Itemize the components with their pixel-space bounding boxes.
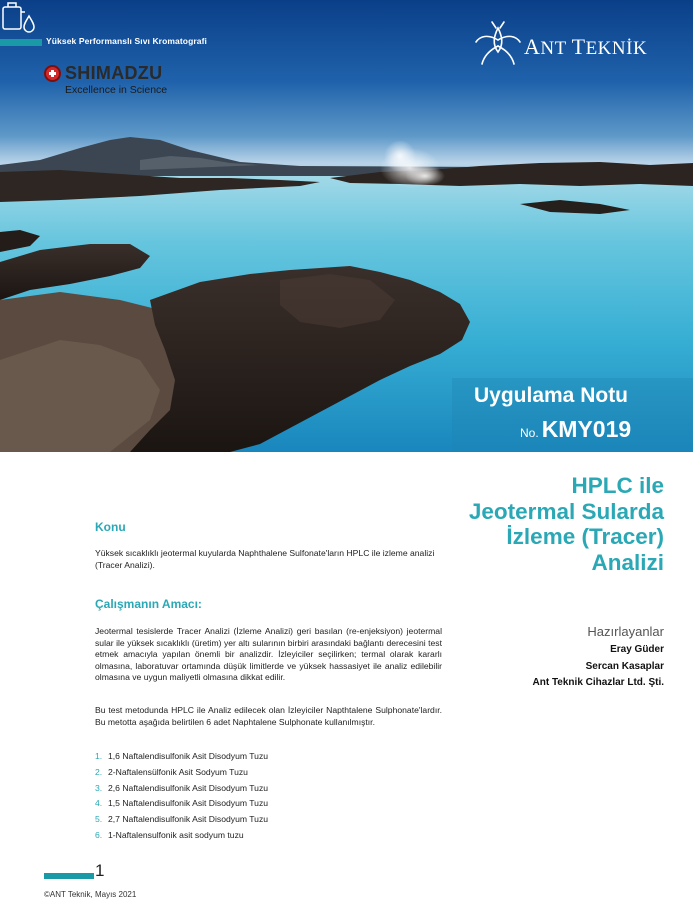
ant-teknik-logo-icon <box>474 20 522 66</box>
section-text-konu: Yüksek sıcaklıklı jeotermal kuyularda Naphthalene Sulfonate'ların HPLC ile izleme analizi (Tracer Analizi). <box>95 548 435 570</box>
hero-photo <box>0 0 693 452</box>
application-note-icon <box>0 0 38 38</box>
list-item: 2. 2-Naftalensülfonik Asit Sodyum Tuzu <box>95 766 248 777</box>
section-paragraph-1: Jeotermal tesislerde Tracer Analizi (İzleme Analizi) geri basılan (re-enjeksiyon) jeotermal sular ile yüksek sıcaklıklı (üretim) yer altı sularının birbiri arasındaki bağlantı derecesini test etmek amacıyla yapılan önemli bir analizdir. İzleyiciler seçilirken; termal olarak kararlı olmasına, laboratuvar ortamında düşük limitlerde ve yüksek hassasiyet ile analiz edilebilir olmasına ve uygun maliyetli olmasına dikkat edilir. <box>95 626 442 683</box>
author-name: Sercan Kasaplar <box>585 660 664 672</box>
shimadzu-logo-icon <box>44 65 61 82</box>
note-title: Uygulama Notu <box>474 384 629 407</box>
title-line-3: İzleme (Tracer) <box>506 524 664 549</box>
section-heading-amac: Çalışmanın Amacı: <box>95 597 202 611</box>
shimadzu-logo <box>44 63 204 97</box>
shimadzu-brand: SHIMADZU <box>65 63 163 83</box>
section-heading-konu: Konu <box>95 520 126 534</box>
shimadzu-tagline: Excellence in Science <box>65 84 168 96</box>
ant-teknik-wordmark: ANT TEKNİK <box>524 34 648 59</box>
title-line-2: Jeotermal Sularda <box>468 498 664 524</box>
ant-teknik-logo <box>474 20 674 70</box>
list-item: 5. 2,7 Naftalendisulfonik Asit Disodyum Tuzu <box>95 814 269 825</box>
list-item: 4. 1,5 Naftalendisulfonik Asit Disodyum Tuzu <box>95 798 269 809</box>
sulfonate-list <box>95 749 268 844</box>
section-paragraph-2: Bu test metodunda HPLC ile Analiz edilecek olan İzleyiciler Napthtalene Sulphonate'lardır. Bu metotta aşağıda belirtilen 6 adet Naphtalene Sulphonate kullanılmıştır. <box>95 705 442 727</box>
list-item: 3. 2,6 Naftalendisulfonik Asit Disodyum Tuzu <box>95 782 269 793</box>
list-item: 6. 1-Naftalensulfonik asit sodyum tuzu <box>95 829 244 840</box>
page-accent-bar <box>44 873 94 879</box>
author-name: Eray Güder <box>610 644 664 655</box>
document-category: Yüksek Performanslı Sıvı Kromatografi <box>46 36 208 46</box>
copyright-footer: ©ANT Teknik, Mayıs 2021 <box>44 890 137 899</box>
list-item: 1. 1,6 Naftalendisulfonik Asit Disodyum Tuzu <box>95 751 269 761</box>
title-line-1: HPLC ile <box>571 473 664 498</box>
title-line-4: Analizi <box>591 549 664 575</box>
note-number <box>520 416 631 443</box>
authors-block <box>404 624 664 692</box>
header-accent-bar <box>0 39 42 46</box>
note-number-label: No. <box>520 426 539 440</box>
author-company: Ant Teknik Cihazlar Ltd. Şti. <box>532 677 664 688</box>
authors-heading: Hazırlayanlar <box>587 624 664 639</box>
page-number: 1 <box>95 861 105 880</box>
note-number-code: KMY019 <box>541 416 632 442</box>
